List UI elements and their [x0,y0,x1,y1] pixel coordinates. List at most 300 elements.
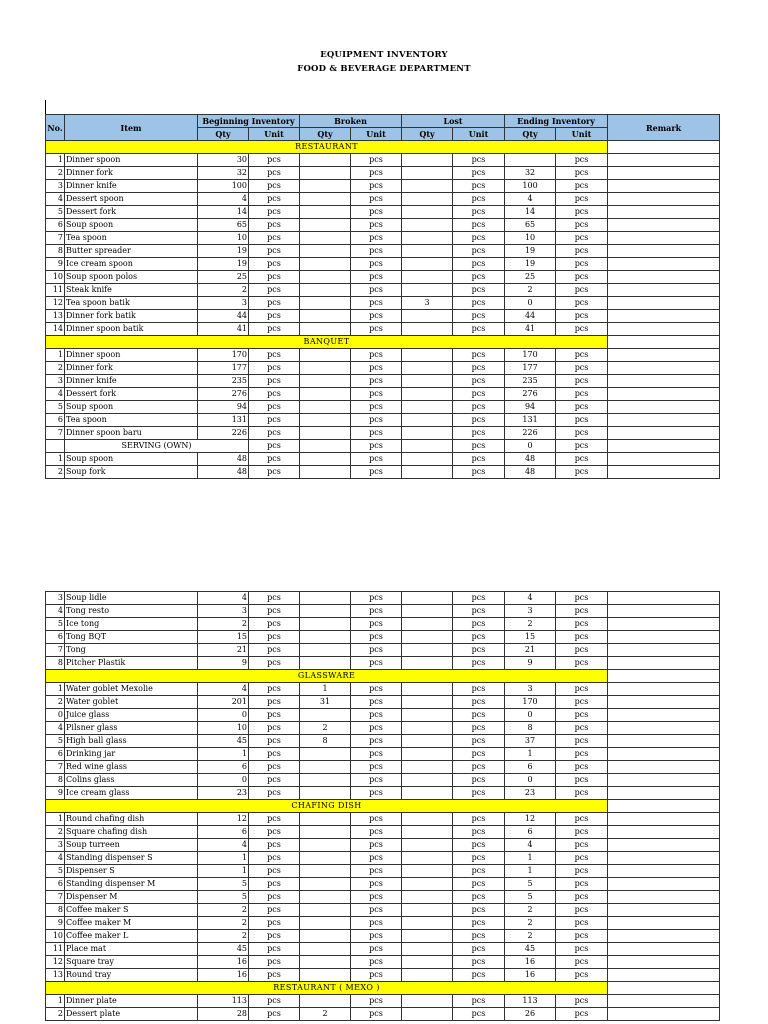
unit-cell: pcs [453,826,505,839]
no-cell: 5 [46,865,65,878]
unit-cell: pcs [453,878,505,891]
unit-cell: pcs [249,414,300,427]
unit-cell: pcs [351,427,402,440]
unit-cell: pcs [453,167,505,180]
unit-cell: pcs [351,904,402,917]
unit-cell: pcs [556,774,608,787]
item-cell: Dinner fork [65,167,198,180]
unit-cell: pcs [249,375,300,388]
beginning-qty-cell: 32 [198,167,249,180]
broken-qty-cell [300,323,351,336]
ending-qty-cell: 131 [505,414,556,427]
no-cell: 7 [46,891,65,904]
remark-cell [608,865,720,878]
unit-cell: pcs [249,362,300,375]
beginning-qty-cell: 25 [198,271,249,284]
unit-cell: pcs [351,618,402,631]
item-cell: Dinner spoon [65,349,198,362]
unit-cell: pcs [453,761,505,774]
item-cell: Coffee maker L [65,930,198,943]
unit-cell: pcs [249,657,300,670]
beginning-qty-cell: 19 [198,245,249,258]
table-row [46,748,720,761]
beginning-qty-cell: 3 [198,297,249,310]
broken-qty-cell [300,427,351,440]
unit-cell: pcs [249,709,300,722]
item-cell: Dinner plate [65,995,198,1008]
beginning-qty-cell: 41 [198,323,249,336]
unit-cell: pcs [453,904,505,917]
unit-cell: pcs [351,774,402,787]
no-cell: 8 [46,774,65,787]
unit-cell: pcs [249,592,300,605]
unit-cell: pcs [556,904,608,917]
ending-qty-cell: 235 [505,375,556,388]
no-cell: 7 [46,761,65,774]
remark-cell [608,982,720,995]
unit-cell: pcs [249,180,300,193]
table-row [46,427,720,440]
unit-cell: pcs [249,271,300,284]
table-row [46,774,720,787]
unit-cell: pcs [556,696,608,709]
beginning-qty-cell: 5 [198,878,249,891]
remark-cell [608,219,720,232]
broken-qty-cell [300,440,351,453]
subsection-row [46,440,720,453]
beginning-qty-cell: 4 [198,193,249,206]
unit-cell: pcs [351,310,402,323]
table-row [46,349,720,362]
item-cell: Square chafing dish [65,826,198,839]
unit-cell: pcs [453,258,505,271]
remark-cell [608,167,720,180]
table-row [46,258,720,271]
beginning-qty-cell: 16 [198,969,249,982]
table-row [46,644,720,657]
unit-cell: pcs [556,995,608,1008]
unit-cell: pcs [351,878,402,891]
no-cell: 12 [46,956,65,969]
unit-cell: pcs [351,180,402,193]
unit-cell: pcs [351,735,402,748]
beginning-qty-cell: 1 [198,748,249,761]
no-cell: 8 [46,904,65,917]
section-header-row [46,982,720,995]
unit-cell: pcs [556,440,608,453]
unit-cell: pcs [453,813,505,826]
remark-cell [608,453,720,466]
table-row [46,917,720,930]
unit-cell: pcs [453,375,505,388]
no-cell: 1 [46,349,65,362]
remark-cell [608,709,720,722]
broken-qty-cell [300,787,351,800]
broken-qty-cell [300,414,351,427]
beginning-qty-cell: 30 [198,154,249,167]
header-unit: Unit [351,128,402,141]
beginning-qty-cell: 15 [198,631,249,644]
header-ending-inventory: Ending Inventory [505,115,608,128]
unit-cell: pcs [453,787,505,800]
no-cell: 5 [46,401,65,414]
unit-cell: pcs [351,813,402,826]
broken-qty-cell [300,774,351,787]
broken-qty-cell [300,271,351,284]
no-cell: 1 [46,453,65,466]
no-cell [46,440,65,453]
unit-cell: pcs [351,917,402,930]
ending-qty-cell: 5 [505,878,556,891]
lost-qty-cell [402,219,453,232]
lost-qty-cell [402,657,453,670]
broken-qty-cell [300,375,351,388]
unit-cell: pcs [453,180,505,193]
unit-cell: pcs [351,388,402,401]
no-cell: 4 [46,388,65,401]
ending-qty-cell: 45 [505,943,556,956]
unit-cell: pcs [249,904,300,917]
broken-qty-cell [300,644,351,657]
unit-cell: pcs [351,761,402,774]
no-cell: 13 [46,310,65,323]
table-row [46,453,720,466]
unit-cell: pcs [351,193,402,206]
ending-qty-cell: 65 [505,219,556,232]
ending-qty-cell: 4 [505,193,556,206]
item-cell: Dessert plate [65,1008,198,1021]
unit-cell: pcs [351,453,402,466]
item-cell: Place mat [65,943,198,956]
broken-qty-cell: 2 [300,1008,351,1021]
broken-qty-cell [300,761,351,774]
inventory-table-part-1 [45,114,720,479]
document-subtitle: FOOD & BEVERAGE DEPARTMENT [297,64,471,74]
item-cell: Soup spoon [65,219,198,232]
unit-cell: pcs [453,154,505,167]
remark-cell [608,193,720,206]
table-row [46,787,720,800]
broken-qty-cell [300,878,351,891]
ending-qty-cell: 25 [505,271,556,284]
beginning-qty-cell: 2 [198,284,249,297]
header-item: Item [65,115,198,141]
unit-cell: pcs [249,722,300,735]
lost-qty-cell [402,206,453,219]
table-row [46,323,720,336]
unit-cell: pcs [556,323,608,336]
unit-cell: pcs [351,605,402,618]
beginning-qty-cell: 45 [198,943,249,956]
ending-qty-cell: 2 [505,618,556,631]
beginning-qty-cell: 177 [198,362,249,375]
no-cell: 4 [46,193,65,206]
beginning-qty-cell: 48 [198,453,249,466]
unit-cell: pcs [249,865,300,878]
item-cell: Dispenser S [65,865,198,878]
header-beginning-inventory: Beginning Inventory [198,115,300,128]
unit-cell: pcs [351,787,402,800]
ending-qty-cell: 48 [505,453,556,466]
table-row [46,219,720,232]
table-row [46,375,720,388]
remark-cell [608,800,720,813]
unit-cell: pcs [453,592,505,605]
no-cell: 6 [46,219,65,232]
no-cell: 3 [46,592,65,605]
item-cell: Soup spoon [65,401,198,414]
table-row [46,709,720,722]
remark-cell [608,813,720,826]
broken-qty-cell [300,401,351,414]
no-cell: 3 [46,839,65,852]
remark-cell [608,440,720,453]
unit-cell: pcs [249,605,300,618]
beginning-qty-cell: 48 [198,466,249,479]
remark-cell [608,631,720,644]
broken-qty-cell [300,995,351,1008]
lost-qty-cell [402,865,453,878]
unit-cell: pcs [556,401,608,414]
beginning-qty-cell: 0 [198,709,249,722]
table-row [46,930,720,943]
broken-qty-cell [300,466,351,479]
no-cell: 0 [46,709,65,722]
beginning-qty-cell: 100 [198,180,249,193]
table-row [46,232,720,245]
unit-cell: pcs [556,297,608,310]
unit-cell: pcs [453,995,505,1008]
remark-cell [608,323,720,336]
no-cell: 11 [46,284,65,297]
beginning-qty-cell: 9 [198,657,249,670]
item-cell: Ice cream glass [65,787,198,800]
ending-qty-cell: 276 [505,388,556,401]
unit-cell: pcs [249,852,300,865]
ending-qty-cell: 3 [505,605,556,618]
beginning-qty-cell: 16 [198,956,249,969]
lost-qty-cell [402,180,453,193]
unit-cell: pcs [453,852,505,865]
unit-cell: pcs [556,618,608,631]
header-unit: Unit [453,128,505,141]
lost-qty-cell [402,167,453,180]
remark-cell [608,891,720,904]
unit-cell: pcs [249,826,300,839]
remark-cell [608,592,720,605]
ending-qty-cell: 41 [505,323,556,336]
unit-cell: pcs [556,1008,608,1021]
no-cell: 7 [46,427,65,440]
table-row [46,631,720,644]
table-row [46,722,720,735]
table-row [46,761,720,774]
no-cell: 6 [46,414,65,427]
broken-qty-cell [300,219,351,232]
ending-qty-cell: 0 [505,297,556,310]
no-cell: 2 [46,826,65,839]
no-cell: 2 [46,167,65,180]
broken-qty-cell [300,388,351,401]
remark-cell [608,336,720,349]
inventory-rows [46,141,720,479]
unit-cell: pcs [249,969,300,982]
unit-cell: pcs [556,735,608,748]
unit-cell: pcs [556,453,608,466]
item-cell: Round chafing dish [65,813,198,826]
remark-cell [608,696,720,709]
no-cell: 4 [46,722,65,735]
beginning-qty-cell: 3 [198,605,249,618]
item-cell: Drinking jar [65,748,198,761]
broken-qty-cell: 2 [300,722,351,735]
remark-cell [608,735,720,748]
header-broken: Broken [300,115,402,128]
item-cell: Pitcher Plastik [65,657,198,670]
ending-qty-cell: 19 [505,258,556,271]
beginning-qty-cell: 276 [198,388,249,401]
unit-cell: pcs [249,618,300,631]
broken-qty-cell [300,180,351,193]
ending-qty-cell: 113 [505,995,556,1008]
ending-qty-cell: 1 [505,865,556,878]
unit-cell: pcs [351,440,402,453]
unit-cell: pcs [556,657,608,670]
unit-cell: pcs [556,631,608,644]
unit-cell: pcs [453,349,505,362]
ending-qty-cell: 48 [505,466,556,479]
unit-cell: pcs [351,245,402,258]
unit-cell: pcs [453,605,505,618]
no-cell: 2 [46,362,65,375]
unit-cell: pcs [351,206,402,219]
lost-qty-cell [402,362,453,375]
lost-qty-cell [402,930,453,943]
unit-cell: pcs [249,349,300,362]
item-cell: Ice cream spoon [65,258,198,271]
beginning-qty-cell: 170 [198,349,249,362]
item-cell: Coffee maker S [65,904,198,917]
remark-cell [608,375,720,388]
unit-cell: pcs [556,878,608,891]
item-cell: Soup lidle [65,592,198,605]
remark-cell [608,722,720,735]
unit-cell: pcs [453,657,505,670]
document-title: EQUIPMENT INVENTORY [320,50,448,60]
item-cell: Tong [65,644,198,657]
unit-cell: pcs [556,722,608,735]
table-row [46,995,720,1008]
unit-cell: pcs [249,644,300,657]
remark-cell [608,414,720,427]
text-cursor [45,100,46,114]
ending-qty-cell: 0 [505,774,556,787]
unit-cell: pcs [351,401,402,414]
item-cell: Dinner spoon batik [65,323,198,336]
lost-qty-cell [402,826,453,839]
beginning-qty-cell: 2 [198,618,249,631]
ending-qty-cell: 177 [505,362,556,375]
unit-cell: pcs [453,440,505,453]
ending-qty-cell: 23 [505,787,556,800]
remark-cell [608,206,720,219]
lost-qty-cell [402,349,453,362]
unit-cell: pcs [453,891,505,904]
ending-qty-cell: 5 [505,891,556,904]
item-cell: Dinner fork [65,362,198,375]
no-cell: 4 [46,852,65,865]
unit-cell: pcs [351,826,402,839]
lost-qty-cell [402,427,453,440]
unit-cell: pcs [351,657,402,670]
broken-qty-cell: 8 [300,735,351,748]
lost-qty-cell [402,852,453,865]
remark-cell [608,826,720,839]
lost-qty-cell [402,193,453,206]
unit-cell: pcs [556,310,608,323]
remark-cell [608,878,720,891]
no-cell: 10 [46,930,65,943]
broken-qty-cell [300,709,351,722]
table-row [46,414,720,427]
unit-cell: pcs [556,206,608,219]
unit-cell: pcs [556,284,608,297]
lost-qty-cell [402,787,453,800]
unit-cell: pcs [351,696,402,709]
unit-cell: pcs [351,362,402,375]
broken-qty-cell [300,232,351,245]
unit-cell: pcs [249,427,300,440]
unit-cell: pcs [453,414,505,427]
unit-cell: pcs [453,969,505,982]
unit-cell: pcs [453,388,505,401]
unit-cell: pcs [453,644,505,657]
unit-cell: pcs [351,349,402,362]
table-row [46,271,720,284]
no-cell: 11 [46,943,65,956]
unit-cell: pcs [453,696,505,709]
beginning-qty-cell: 2 [198,904,249,917]
remark-cell [608,839,720,852]
lost-qty-cell [402,440,453,453]
unit-cell: pcs [249,631,300,644]
ending-qty-cell: 3 [505,683,556,696]
beginning-qty-cell: 4 [198,839,249,852]
item-cell: Tea spoon [65,232,198,245]
remark-cell [608,657,720,670]
beginning-qty-cell: 6 [198,761,249,774]
item-cell: Butter spreader [65,245,198,258]
lost-qty-cell [402,839,453,852]
lost-qty-cell [402,696,453,709]
no-cell: 1 [46,683,65,696]
broken-qty-cell: 1 [300,683,351,696]
unit-cell: pcs [249,388,300,401]
beginning-qty-cell: 65 [198,219,249,232]
header-unit: Unit [556,128,608,141]
unit-cell: pcs [249,401,300,414]
unit-cell: pcs [556,349,608,362]
beginning-qty-cell: 44 [198,310,249,323]
unit-cell: pcs [249,839,300,852]
item-cell: Juice glass [65,709,198,722]
beginning-qty-cell: 201 [198,696,249,709]
item-cell: Dispenser M [65,891,198,904]
broken-qty-cell [300,826,351,839]
unit-cell: pcs [249,167,300,180]
table-row [46,180,720,193]
lost-qty-cell [402,631,453,644]
